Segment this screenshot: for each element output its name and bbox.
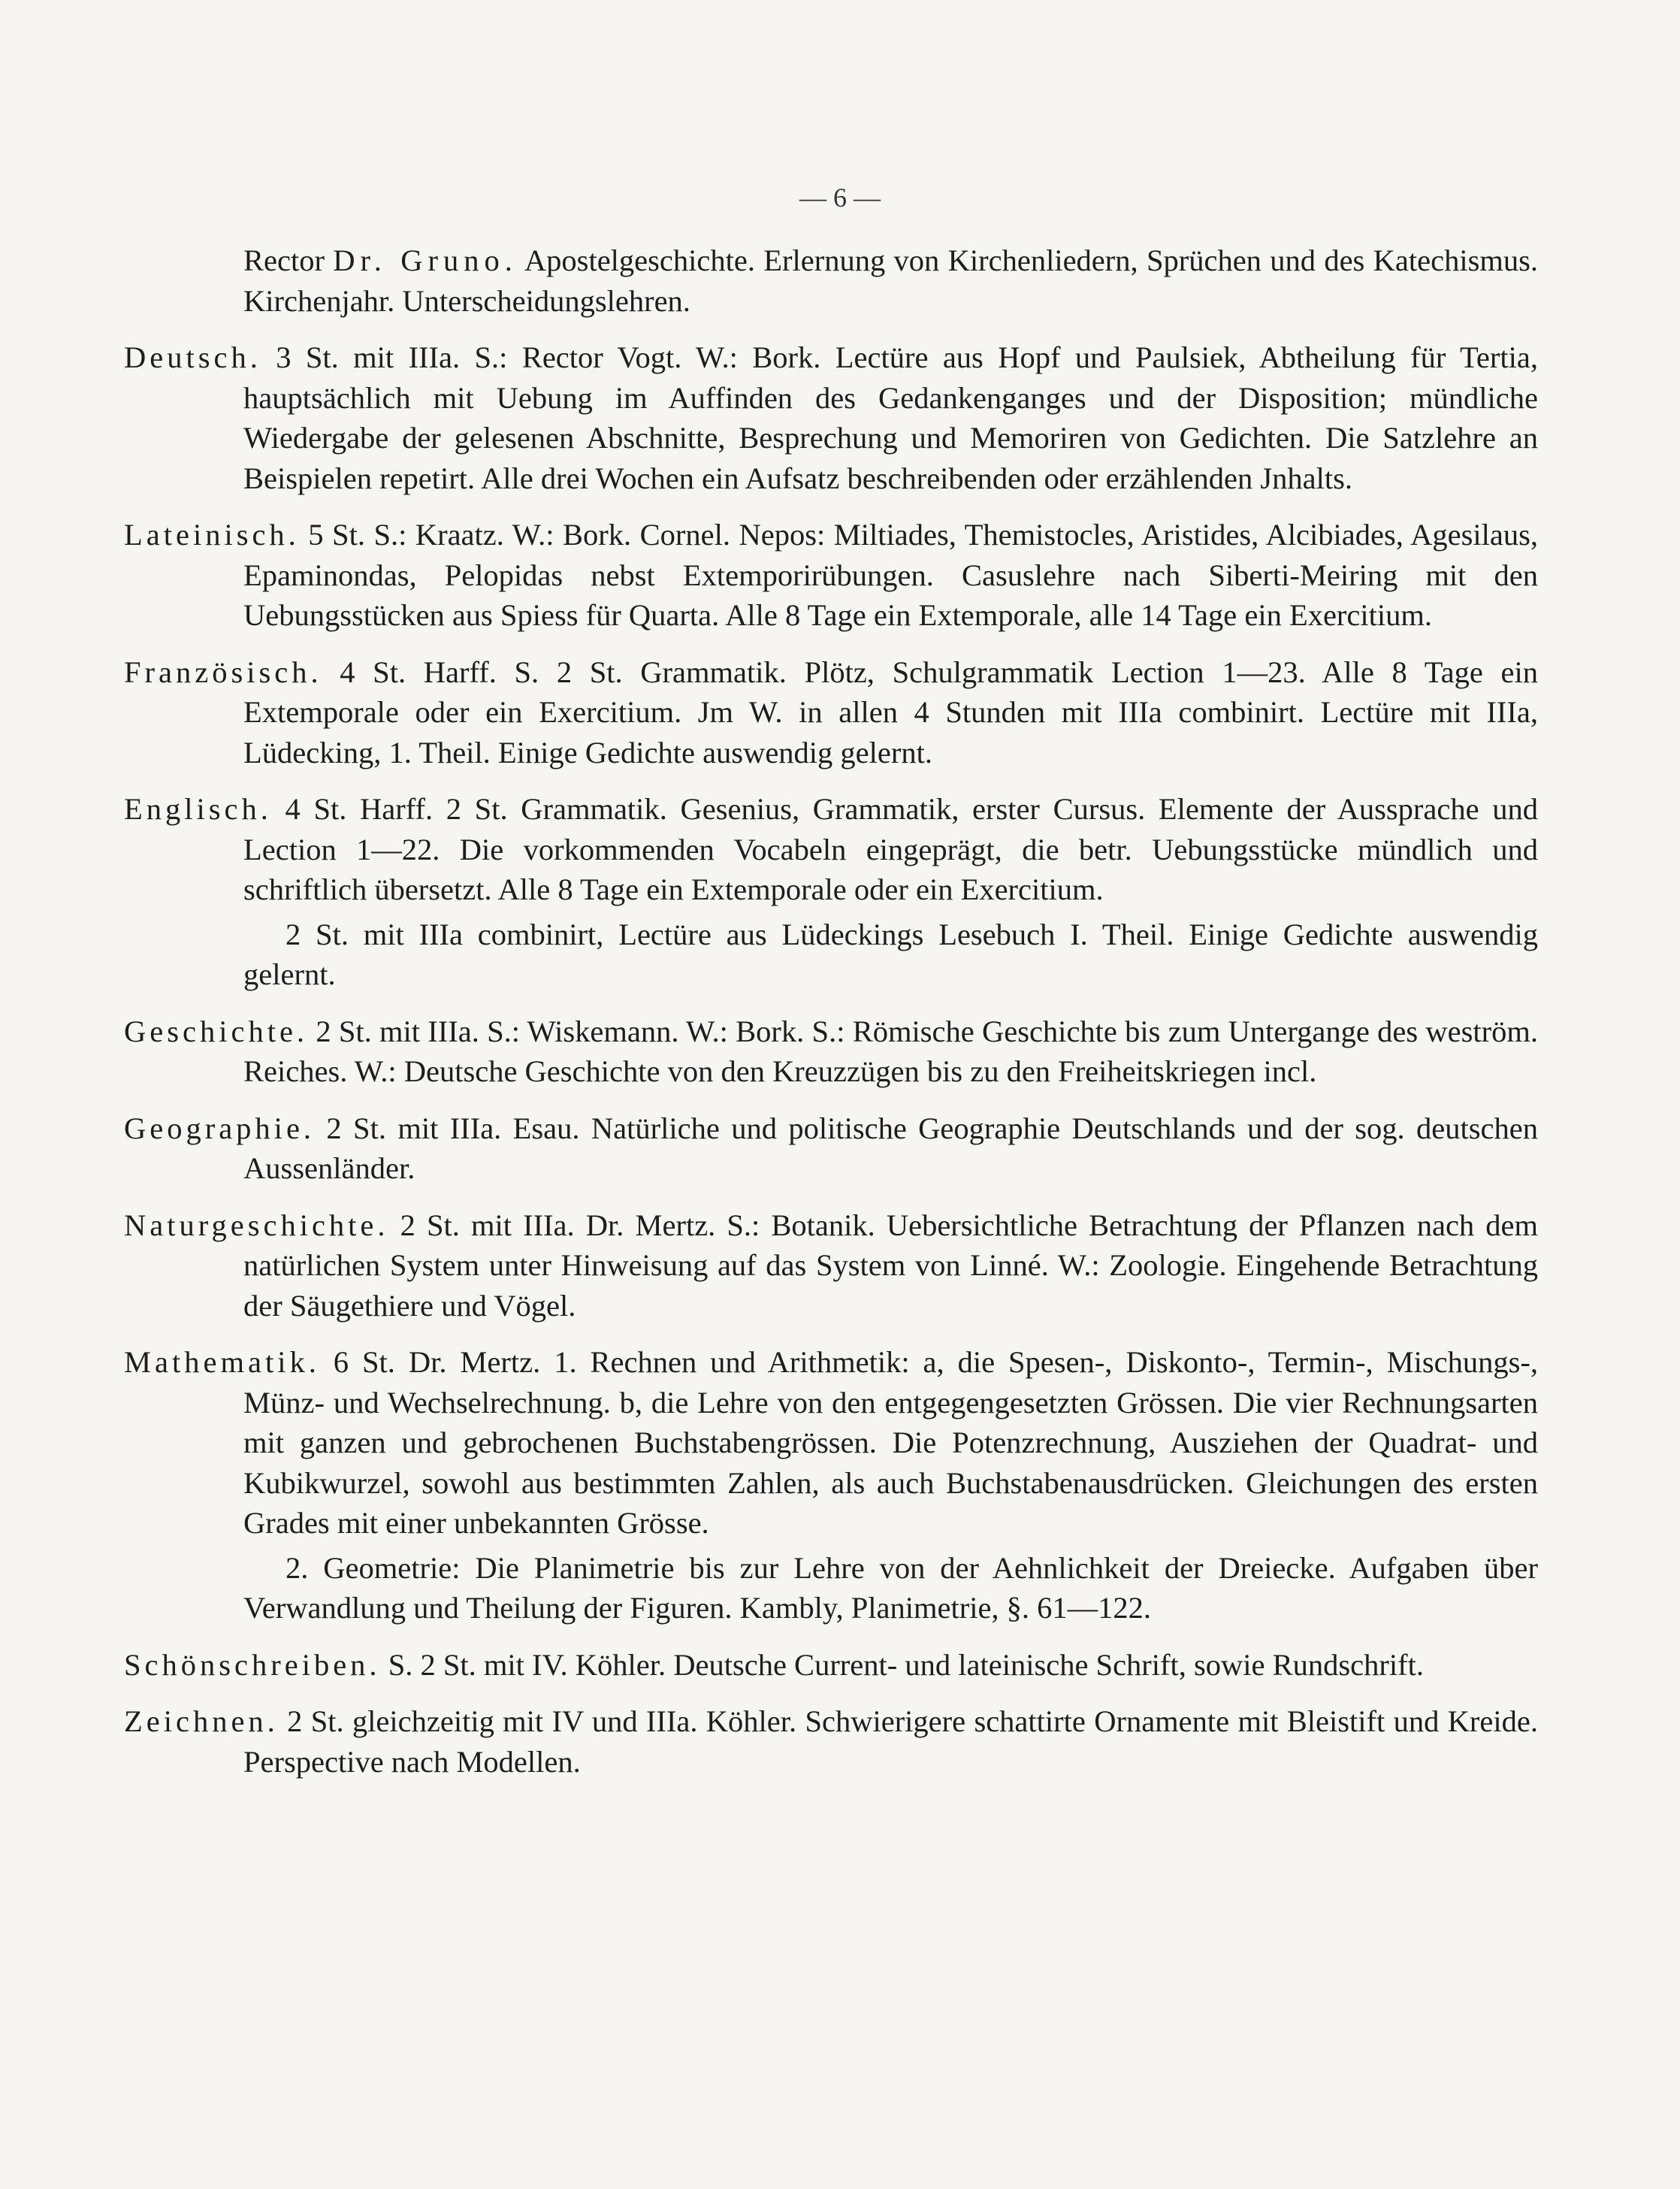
religion-continuation <box>124 240 1538 321</box>
entry-text: 2 St. mit IIIa. Dr. Mertz. S.: Botanik. Uebersichtliche Betrachtung der Pflanzen nach dem natürlichen System unter Hinweisung auf das System von Linné. W.: Zoologie. Eingehende Betrachtung der Säugethiere und Vögel. <box>243 1208 1538 1323</box>
entry-geographie <box>124 1108 1538 1189</box>
subject-heading: Deutsch. <box>124 340 261 374</box>
entry-text: 2 St. gleichzeitig mit IV und IIIa. Köhler. Schwierigere schattirte Ornamente mit Bleistift und Kreide. Perspective nach Modellen. <box>243 1704 1538 1779</box>
entry-zeichnen <box>124 1701 1538 1782</box>
entry-text: 4 St. Harff. S. 2 St. Grammatik. Plötz, Schulgrammatik Lection 1—23. Alle 8 Tage ein Extemporale oder ein Exercitium. Jm W. in allen 4 Stunden mit IIIa combinirt. Lectüre mit IIIa, Lüdecking, 1. Theil. Einige Gedichte auswendig gelernt. <box>243 655 1538 769</box>
subject-heading: Naturgeschichte. <box>124 1208 389 1242</box>
subject-heading: Französisch. <box>124 655 322 689</box>
teacher-name: Dr. Gruno. <box>333 243 518 277</box>
subject-heading: Geschichte. <box>124 1014 309 1048</box>
subject-heading: Geographie. <box>124 1111 316 1145</box>
entry-franzoesisch <box>124 652 1538 773</box>
lead-text: Rector <box>243 243 334 277</box>
englisch-subparagraph: 2 St. mit IIIa combinirt, Lectüre aus Lüdeckings Lesebuch I. Theil. Einige Gedichte auswendig gelernt. <box>243 917 1538 991</box>
entry-text: S. 2 St. mit IV. Köhler. Deutsche Current- und lateinische Schrift, sowie Rundschrift. <box>380 1647 1424 1682</box>
entry-text: 4 St. Harff. 2 St. Grammatik. Gesenius, Grammatik, erster Cursus. Elemente der Aussprache und Lection 1—22. Die vorkommenden Vocabeln eingeprägt, die betr. Uebungsstücke mündlich und schriftlich übersetzt. Alle 8 Tage ein Extemporale oder ein Exercitium. <box>243 792 1538 906</box>
entry-text: 5 St. S.: Kraatz. W.: Bork. Cornel. Nepos: Miltiades, Themistocles, Aristides, Alcibiades, Agesilaus, Epaminondas, Pelopidas nebst Extemporirübungen. Casuslehre nach Siberti-Meiring mit den Uebungsstücken aus Spiess für Quarta. Alle 8 Tage ein Extemporale, alle 14 Tage ein Exercitium. <box>243 518 1538 632</box>
subject-heading: Mathematik. <box>124 1345 320 1379</box>
subject-heading: Schönschreiben. <box>124 1647 381 1682</box>
entry-text: 2 St. mit IIIa. Esau. Natürliche und politische Geographie Deutschlands und der sog. deutschen Aussenländer. <box>243 1111 1538 1185</box>
curriculum-text <box>124 240 1538 1798</box>
subject-heading: Zeichnen. <box>124 1704 279 1738</box>
entry-mathematik <box>124 1342 1538 1543</box>
entry-geschichte <box>124 1011 1538 1092</box>
page-number: — 6 — <box>799 183 881 213</box>
mathematik-subparagraph: 2. Geometrie: Die Planimetrie bis zur Lehre von der Aehnlichkeit der Dreiecke. Aufgaben über Verwandlung und Theilung der Figuren. Kambly, Planimetrie, §. 61—122. <box>243 1550 1538 1625</box>
entry-naturgeschichte <box>124 1205 1538 1326</box>
entry-text: Apostelgeschichte. Erlernung von Kirchenliedern, Sprüchen und des Katechismus. Kirchenjahr. Unterscheidungslehren. <box>243 243 1538 318</box>
entry-text: 3 St. mit IIIa. S.: Rector Vogt. W.: Bork. Lectüre aus Hopf und Paulsiek, Abtheilung für Tertia, hauptsächlich mit Uebung im Auffinden des Gedankenganges und der Disposition; mündliche Wiedergabe der gelesenen Abschnitte, Besprechung und Memoriren von Gedichten. Die Satzlehre an Beispielen repetirt. Alle drei Wochen ein Aufsatz beschreibenden oder erzählenden Jnhalts. <box>243 340 1538 495</box>
entry-englisch <box>124 789 1538 910</box>
entry-deutsch <box>124 337 1538 498</box>
subject-heading: Lateinisch. <box>124 518 300 552</box>
entry-lateinisch <box>124 515 1538 636</box>
entry-text: 2 St. mit IIIa. S.: Wiskemann. W.: Bork. S.: Römische Geschichte bis zum Untergange des weström. Reiches. W.: Deutsche Geschichte von den Kreuzzügen bis zu den Freiheitskriegen incl. <box>243 1014 1538 1088</box>
subject-heading: Englisch. <box>124 792 272 826</box>
entry-schoenschreiben <box>124 1645 1538 1686</box>
entry-text: 6 St. Dr. Mertz. 1. Rechnen und Arithmetik: a, die Spesen-, Diskonto-, Termin-, Mischungs-, Münz- und Wechselrechnung. b, die Lehre von den entgegengesetzten Grössen. Die vier Rechnungsarten mit ganzen und gebrochenen Buchstabengrössen. Die Potenzrechnung, Ausziehen der Quadrat- und Kubikwurzel, sowohl aus bestimmten Zahlen, als auch Buchstabenausdrücken. Gleichungen des ersten Grades mit einer unbekannten Grösse. <box>243 1345 1538 1540</box>
